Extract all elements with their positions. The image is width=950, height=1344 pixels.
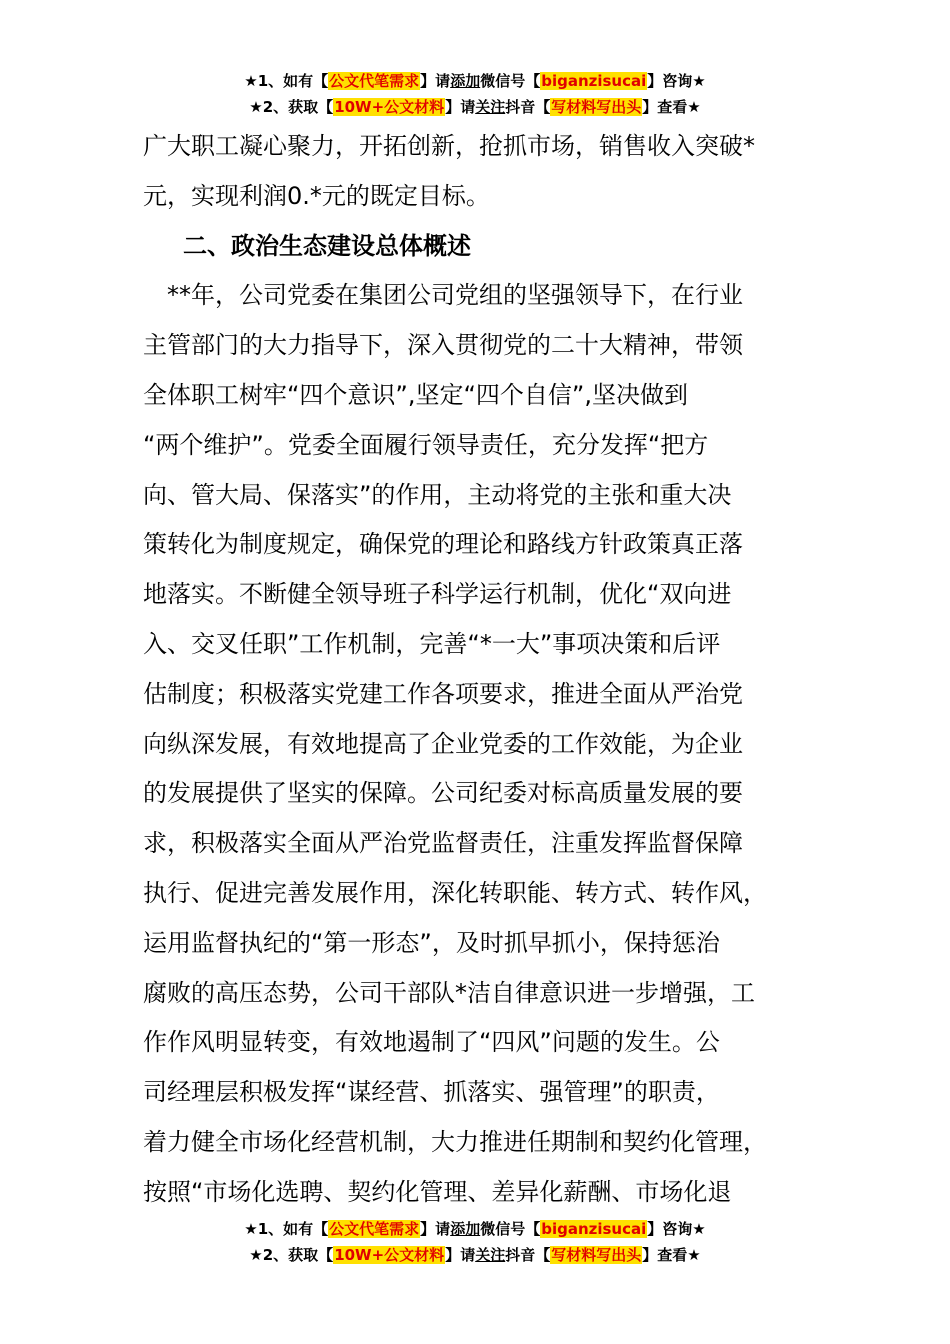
banner-highlight: biganzisucai bbox=[541, 1220, 647, 1238]
text-line: 向纵深发展，有效地提高了企业党委的工作效能，为企业 bbox=[143, 729, 743, 758]
text-line: 的发展提供了坚实的保障。公司纪委对标高质量发展的要 bbox=[143, 779, 743, 808]
banner-text: 抖音【 bbox=[505, 98, 551, 116]
text-line: 广大职工凝心聚力，开拓创新，抢抓市场，销售收入突破* bbox=[143, 132, 755, 160]
text-line: 运用监督执纪的“第一形态”，及时抓早抓小，保持惩治 bbox=[143, 928, 720, 957]
banner-text: 】请 bbox=[420, 72, 451, 90]
footer-banner bbox=[0, 1216, 950, 1268]
banner-text: ★2、获取【 bbox=[249, 1246, 334, 1264]
banner-underlined: 关注 bbox=[475, 98, 506, 116]
banner-text: 微信号【 bbox=[480, 72, 541, 90]
banner-text: ★1、如有【 bbox=[244, 1220, 329, 1238]
banner-highlight: biganzisucai bbox=[541, 72, 647, 90]
text-line: 司经理层积极发挥“谋经营、抓落实、强管理”的职责， bbox=[143, 1078, 720, 1107]
section-heading: 二、政治生态建设总体概述 bbox=[183, 231, 471, 260]
banner-highlight: 10W+公文材料 bbox=[334, 1246, 445, 1264]
text-line: 全体职工树牢“四个意识”,坚定“四个自信”,坚决做到 bbox=[143, 380, 688, 409]
banner-text: 】请 bbox=[445, 98, 476, 116]
text-line: 策转化为制度规定，确保党的理论和路线方针政策真正落 bbox=[143, 530, 743, 559]
banner-text: 】请 bbox=[445, 1246, 476, 1264]
banner-line-1 bbox=[0, 1216, 950, 1242]
text-line: 元，实现利润0.*元的既定目标。 bbox=[143, 181, 490, 210]
text-line: 腐败的高压态势，公司干部队*洁自律意识进一步增强，工 bbox=[143, 978, 755, 1007]
banner-text: 】咨询★ bbox=[647, 72, 706, 90]
text-line: “两个维护”。党委全面履行领导责任，充分发挥“把方 bbox=[143, 430, 709, 459]
banner-text: 】查看★ bbox=[642, 98, 701, 116]
banner-highlight: 公文代笔需求 bbox=[329, 1220, 420, 1238]
text-line: 主管部门的大力指导下，深入贯彻党的二十大精神，带领 bbox=[143, 331, 743, 360]
text-line: 着力健全市场化经营机制，大力推进任期制和契约化管理， bbox=[143, 1127, 767, 1156]
banner-text: 】查看★ bbox=[642, 1246, 701, 1264]
text-line: 作作风明显转变，有效地遏制了“四风”问题的发生。公 bbox=[143, 1028, 720, 1057]
banner-highlight: 公文代笔需求 bbox=[329, 72, 420, 90]
banner-text: 】咨询★ bbox=[647, 1220, 706, 1238]
header-banner bbox=[0, 68, 950, 120]
banner-underlined: 关注 bbox=[475, 1246, 506, 1264]
banner-text: 抖音【 bbox=[505, 1246, 551, 1264]
document-body bbox=[143, 122, 803, 1218]
text-line: 估制度；积极落实党建工作各项要求，推进全面从严治党 bbox=[143, 679, 743, 708]
text-line: 求，积极落实全面从严治党监督责任，注重发挥监督保障 bbox=[143, 829, 743, 858]
banner-line-2 bbox=[0, 94, 950, 120]
banner-text: 】请 bbox=[420, 1220, 451, 1238]
banner-text: 微信号【 bbox=[480, 1220, 541, 1238]
banner-line-2 bbox=[0, 1242, 950, 1268]
banner-highlight: 10W+公文材料 bbox=[334, 98, 445, 116]
text-line: 入、交叉任职”工作机制，完善“*一大”事项决策和后评 bbox=[143, 629, 721, 658]
banner-text: ★2、获取【 bbox=[249, 98, 334, 116]
text-line: 地落实。不断健全领导班子科学运行机制，优化“双向进 bbox=[143, 580, 732, 609]
text-line: **年，公司党委在集团公司党组的坚强领导下，在行业 bbox=[143, 281, 743, 310]
banner-highlight: 写材料写出头 bbox=[551, 1246, 642, 1264]
text-line: 执行、促进完善发展作用，深化转职能、转方式、转作风， bbox=[143, 878, 767, 907]
banner-underlined: 添加 bbox=[450, 72, 481, 90]
banner-highlight: 写材料写出头 bbox=[551, 98, 642, 116]
banner-text: ★1、如有【 bbox=[244, 72, 329, 90]
text-line: 向、管大局、保落实”的作用，主动将党的主张和重大决 bbox=[143, 480, 732, 509]
banner-line-1 bbox=[0, 68, 950, 94]
banner-underlined: 添加 bbox=[450, 1220, 481, 1238]
text-line: 按照“市场化选聘、契约化管理、差异化薪酬、市场化退 bbox=[143, 1177, 732, 1206]
